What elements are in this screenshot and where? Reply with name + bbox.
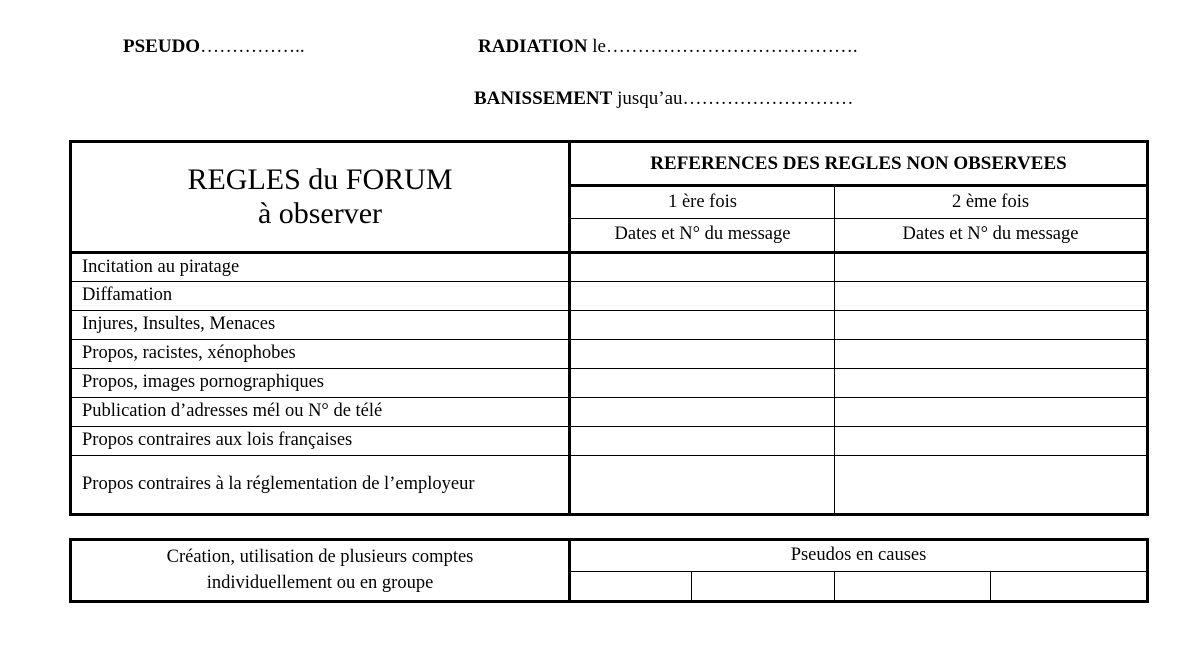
pseudo-field bbox=[123, 36, 305, 58]
table-row bbox=[71, 340, 1148, 369]
first-time-entry[interactable] bbox=[570, 311, 835, 340]
rule-label: Injures, Insultes, Menaces bbox=[71, 311, 570, 340]
radiation-dots: le…………………………………. bbox=[587, 36, 858, 57]
rule-label: Propos, racistes, xénophobes bbox=[71, 340, 570, 369]
ban-field bbox=[474, 88, 854, 110]
accounts-header-row bbox=[71, 540, 1148, 572]
second-time-entry[interactable] bbox=[835, 427, 1148, 456]
second-time-entry[interactable] bbox=[835, 282, 1148, 311]
pseudo-entry[interactable] bbox=[835, 572, 991, 602]
dates-label-second: Dates et N° du message bbox=[835, 219, 1148, 253]
second-time-heading: 2 ème fois bbox=[835, 186, 1148, 219]
pseudo-entry[interactable] bbox=[570, 572, 692, 602]
references-heading: REFERENCES DES REGLES NON OBSERVEES bbox=[570, 142, 1148, 186]
ban-label: BANISSEMENT bbox=[474, 88, 613, 109]
second-time-entry[interactable] bbox=[835, 369, 1148, 398]
rules-title-line2: à observer bbox=[257, 197, 383, 230]
first-time-entry[interactable] bbox=[570, 398, 835, 427]
table-row bbox=[71, 253, 1148, 282]
table-row bbox=[71, 369, 1148, 398]
pseudos-heading: Pseudos en causes bbox=[570, 540, 1148, 572]
rules-title-line1: REGLES du FORUM bbox=[187, 162, 453, 196]
header-row bbox=[71, 142, 1148, 186]
ban-dots: jusqu’au……………………… bbox=[612, 88, 854, 109]
description-line2: individuellement ou en groupe bbox=[206, 572, 434, 593]
table-row bbox=[71, 427, 1148, 456]
radiation-field bbox=[478, 36, 858, 58]
first-time-entry[interactable] bbox=[570, 456, 835, 515]
table-row bbox=[71, 311, 1148, 340]
rule-label: Incitation au piratage bbox=[71, 253, 570, 282]
first-time-heading: 1 ère fois bbox=[570, 186, 835, 219]
first-time-entry[interactable] bbox=[570, 340, 835, 369]
table-row bbox=[71, 282, 1148, 311]
pseudo-entry[interactable] bbox=[991, 572, 1148, 602]
multiple-accounts-table bbox=[69, 538, 1149, 603]
rule-label: Propos contraires aux lois françaises bbox=[71, 427, 570, 456]
second-time-entry[interactable] bbox=[835, 340, 1148, 369]
second-time-entry[interactable] bbox=[835, 253, 1148, 282]
dates-label-first: Dates et N° du message bbox=[570, 219, 835, 253]
table-row bbox=[71, 456, 1148, 515]
table-row bbox=[71, 398, 1148, 427]
rules-table bbox=[69, 140, 1149, 516]
rule-label: Propos contraires à la réglementation de l’employeur bbox=[71, 456, 570, 515]
rules-title-cell bbox=[71, 142, 570, 253]
radiation-label: RADIATION bbox=[478, 36, 588, 57]
pseudo-label: PSEUDO bbox=[123, 36, 201, 57]
rule-label: Diffamation bbox=[71, 282, 570, 311]
description-line1: Création, utilisation de plusieurs comptes bbox=[166, 546, 474, 567]
second-time-entry[interactable] bbox=[835, 398, 1148, 427]
pseudo-entry[interactable] bbox=[692, 572, 835, 602]
first-time-entry[interactable] bbox=[570, 369, 835, 398]
second-time-entry[interactable] bbox=[835, 311, 1148, 340]
multiple-accounts-description bbox=[71, 540, 570, 602]
rule-label: Propos, images pornographiques bbox=[71, 369, 570, 398]
pseudo-dots: …………….. bbox=[200, 36, 305, 57]
rule-label: Publication d’adresses mél ou N° de télé bbox=[71, 398, 570, 427]
first-time-entry[interactable] bbox=[570, 282, 835, 311]
first-time-entry[interactable] bbox=[570, 253, 835, 282]
first-time-entry[interactable] bbox=[570, 427, 835, 456]
second-time-entry[interactable] bbox=[835, 456, 1148, 515]
